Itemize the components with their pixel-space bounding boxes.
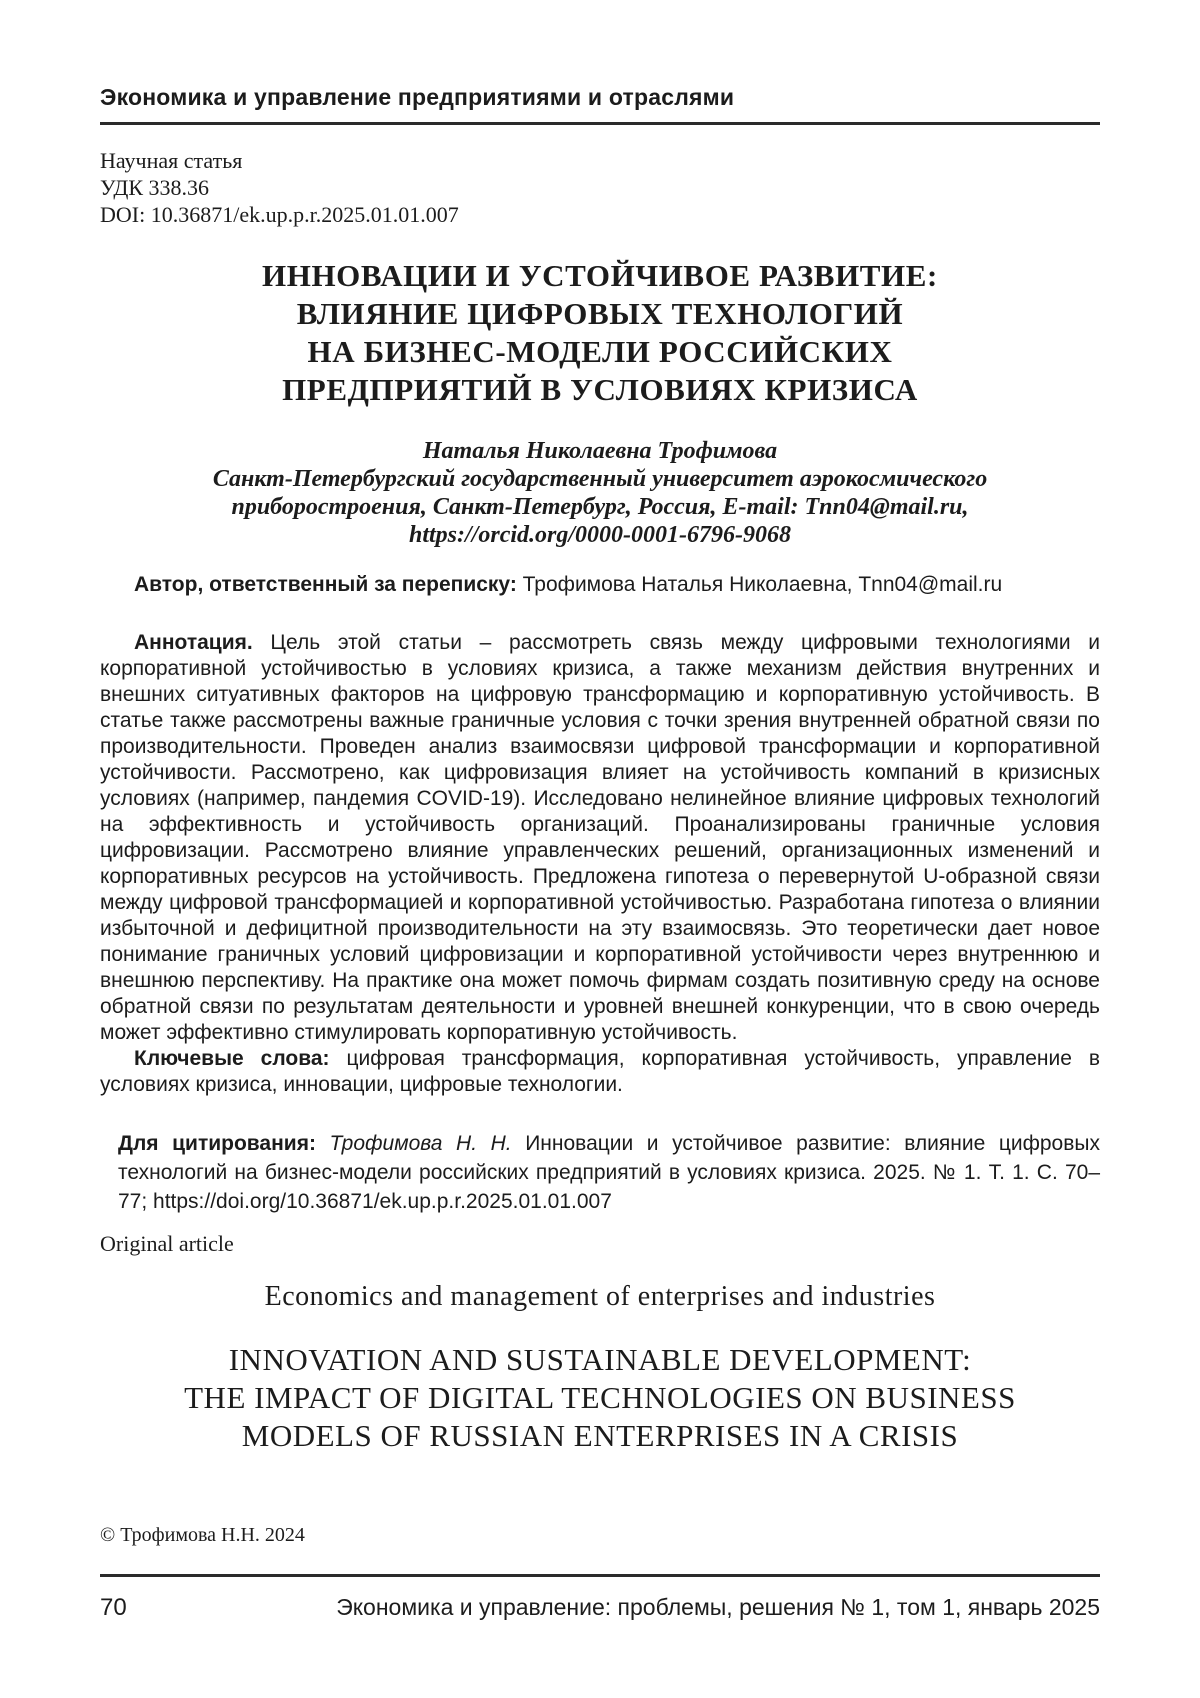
abstract-paragraph (100, 630, 1100, 1046)
keywords-label: Ключевые слова: (134, 1047, 347, 1070)
title-ru-line: ИННОВАЦИИ И УСТОЙЧИВОЕ РАЗВИТИЕ: (262, 258, 938, 293)
author-block (100, 437, 1100, 549)
article-meta (100, 147, 1100, 228)
title-en-line: THE IMPACT OF DIGITAL TECHNOLOGIES ON BUSINESS (184, 1380, 1016, 1415)
header-rule (100, 122, 1100, 125)
title-ru-line: ВЛИЯНИЕ ЦИФРОВЫХ ТЕХНОЛОГИЙ (296, 296, 904, 331)
abstract-label: Аннотация. (134, 631, 271, 654)
affiliation-line: https://orcid.org/0000-0001-6796-9068 (409, 522, 791, 548)
correspondence-label: Автор, ответственный за переписку: (134, 573, 523, 596)
citation-label: Для цитирования: (118, 1132, 330, 1155)
correspondence-text: Трофимова Наталья Николаевна, Tnn04@mail.ru (522, 573, 1003, 596)
abstract-text: Цель этой статьи – рассмотреть связь между цифровыми технологиями и корпоративной устойчивостью в условиях кризиса, а также механизм действия внутренних и внешних ситуативных факторов на цифровую трансформацию и корпоративную устойчивость. В статье также рассмотрены важные граничные условия с точки зрения внутренней обратной связи по производительности. Проведен анализ взаимосвязи цифровой трансформации и корпоративной устойчивости. Рассмотрено, как цифровизация влияет на устойчивость компаний в кризисных условиях (например, пандемия COVID-19). Исследовано нелинейное влияние цифровых технологий на эффективность и устойчивость организаций. Проанализированы граничные условия цифровизации. Рассмотрено влияние управленческих решений, организационных изменений и корпоративных ресурсов на устойчивость. Предложена гипотеза о перевернутой U-образной связи между цифровой трансформацией и корпоративной устойчивостью. Разработана гипотеза о влиянии избыточной и дефицитной производительности на эту взаимосвязь. Это теоретически дает новое понимание граничных условий цифровизации и корпоративной устойчивости через внутреннюю и внешнюю перспективу. На практике она может помочь фирмам создать позитивную среду на основе обратной связи по результатам деятельности и уровней внешней конкуренции, что в свою очередь может эффективно стимулировать корпоративную устойчивость. (100, 631, 1101, 1044)
footer-rule (100, 1574, 1100, 1577)
title-ru-line: ПРЕДПРИЯТИЙ В УСЛОВИЯХ КРИЗИСА (282, 372, 918, 407)
journal-title-line: Экономика и управление: проблемы, решения № 1, том 1, январь 2025 (336, 1594, 1100, 1620)
doi-line: DOI: 10.36871/ek.up.p.r.2025.01.01.007 (100, 202, 459, 227)
title-ru-line: НА БИЗНЕС-МОДЕЛИ РОССИЙСКИХ (307, 334, 893, 369)
page-number: 70 (100, 1594, 127, 1621)
title-en (100, 1341, 1100, 1455)
title-en-line: MODELS OF RUSSIAN ENTERPRISES IN A CRISIS (241, 1418, 959, 1453)
copyright-line: © Трофимова Н.Н. 2024 (100, 1524, 305, 1546)
correspondence-line (100, 571, 1100, 598)
title-en-line: INNOVATION AND SUSTAINABLE DEVELOPMENT: (228, 1342, 972, 1377)
original-article-label: Original article (100, 1231, 234, 1256)
citation-block (118, 1129, 1100, 1216)
article-type: Научная статья (100, 148, 243, 173)
author-name: Наталья Николаевна Трофимова (422, 438, 778, 464)
affiliation-line: приборостроения, Санкт-Петербург, Россия, E-mail: Tnn04@mail.ru, (231, 494, 969, 520)
keywords-paragraph (100, 1046, 1100, 1098)
section-heading-en: Economics and management of enterprises and industries (264, 1281, 936, 1312)
citation-authors: Трофимова Н. Н. (329, 1132, 526, 1155)
affiliation-line: Санкт-Петербургский государственный университет аэрокосмического (212, 466, 988, 492)
keywords-text: цифровая трансформация, корпоративная устойчивость, управление в условиях кризиса, инновации, цифровые технологии. (100, 1047, 1100, 1096)
udc-number: УДК 338.36 (100, 175, 210, 200)
page-footer (100, 1593, 1100, 1622)
title-ru (100, 257, 1100, 409)
running-head: Экономика и управление предприятиями и отраслями (100, 84, 735, 110)
citation-text: Инновации и устойчивое развитие: влияние цифровых технологий на бизнес-модели российских предприятий в условиях кризиса. 2025. № 1. Т. 1. С. 70–77; https://doi.org/10.36871/ek.up.p.r.2025.01.01.007 (118, 1132, 1100, 1213)
